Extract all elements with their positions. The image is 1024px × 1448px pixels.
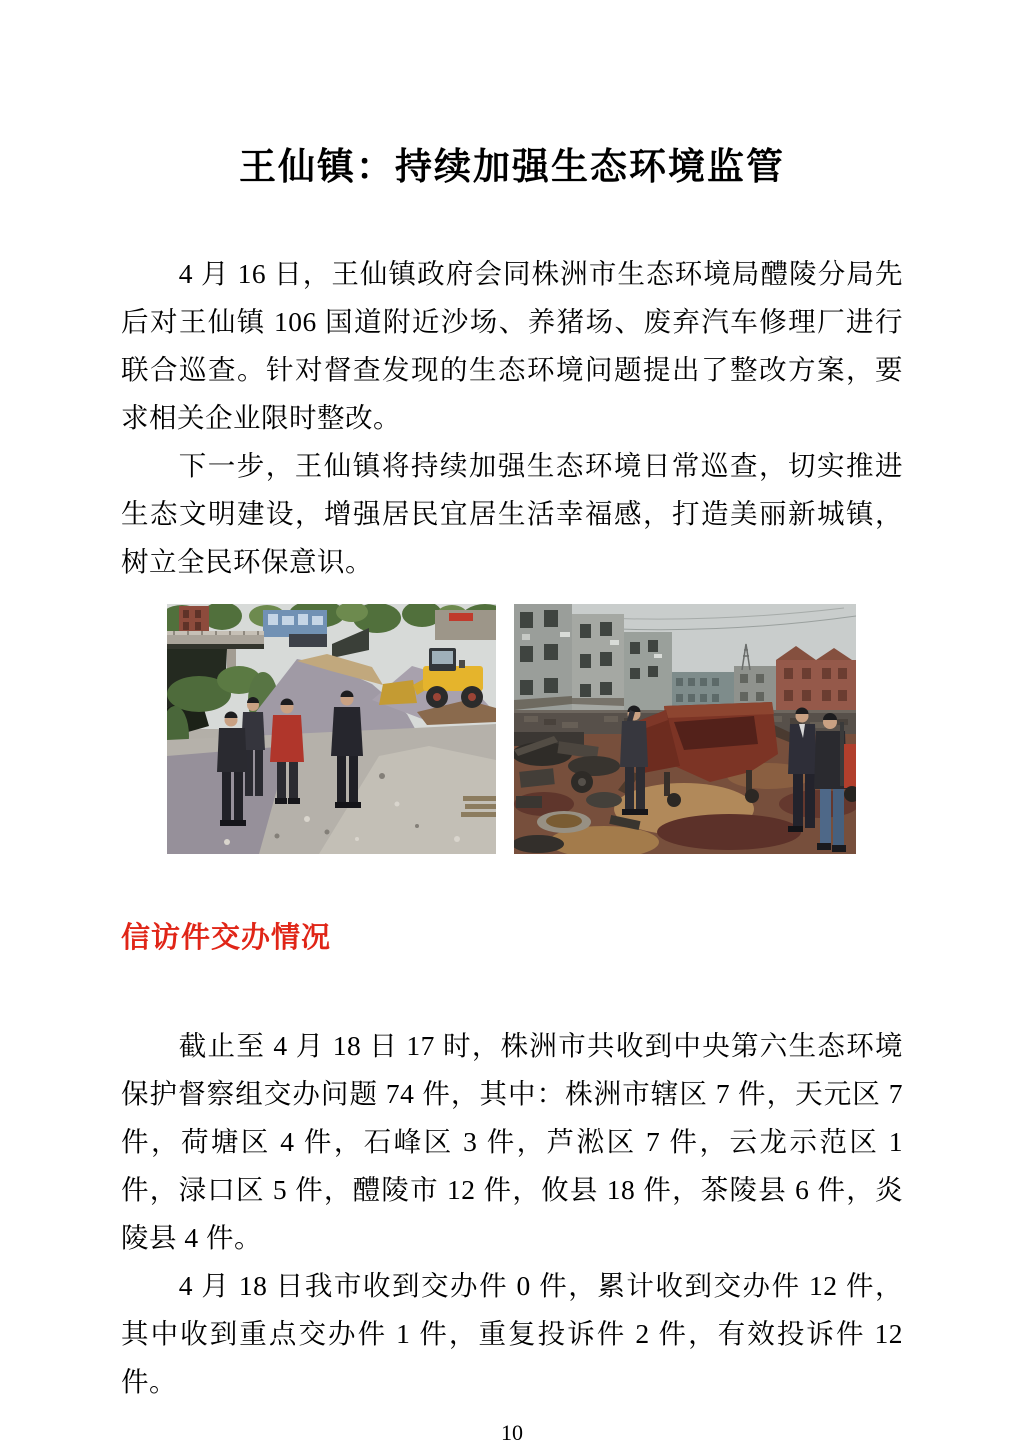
photo-scrapyard-inspection [514,604,856,854]
article-paragraph-1: 4 月 16 日，王仙镇政府会同株洲市生态环境局醴陵分局先后对王仙镇 106 国道附近沙场、养猪场、废弃汽车修理厂进行联合巡查。针对督查发现的生态环境问题提出了整改方案，要求相关企业限时整改。 [121,258,903,433]
article-paragraph-2: 下一步，王仙镇将持续加强生态环境日常巡查，切实推进生态文明建设，增强居民宜居生活幸福感，打造美丽新城镇，树立全民环保意识。 [121,450,903,577]
page-number: 10 [501,1420,523,1445]
photo-row [167,604,903,854]
photo-gravel-site-inspection [167,604,496,854]
section-heading: 信访件交办情况 [121,922,332,954]
section-paragraph-2: 4 月 18 日我市收到交办件 0 件，累计收到交办件 12 件，其中收到重点交办件 1 件，重复投诉件 2 件，有效投诉件 12 件。 [121,1270,903,1397]
article-title: 王仙镇：持续加强生态环境监管 [239,147,785,188]
section-paragraph-1: 截止至 4 月 18 日 17 时，株洲市共收到中央第六生态环境保护督察组交办问题 74 件，其中：株洲市辖区 7 件，天元区 7 件，荷塘区 4 件，石峰区 3 件，芦淞区 7 件，云龙示范区 1 件，渌口区 5 件，醴陵市 12 件，攸县 18 件，茶陵县 6 件，炎陵县 4 件。 [121,1030,903,1253]
